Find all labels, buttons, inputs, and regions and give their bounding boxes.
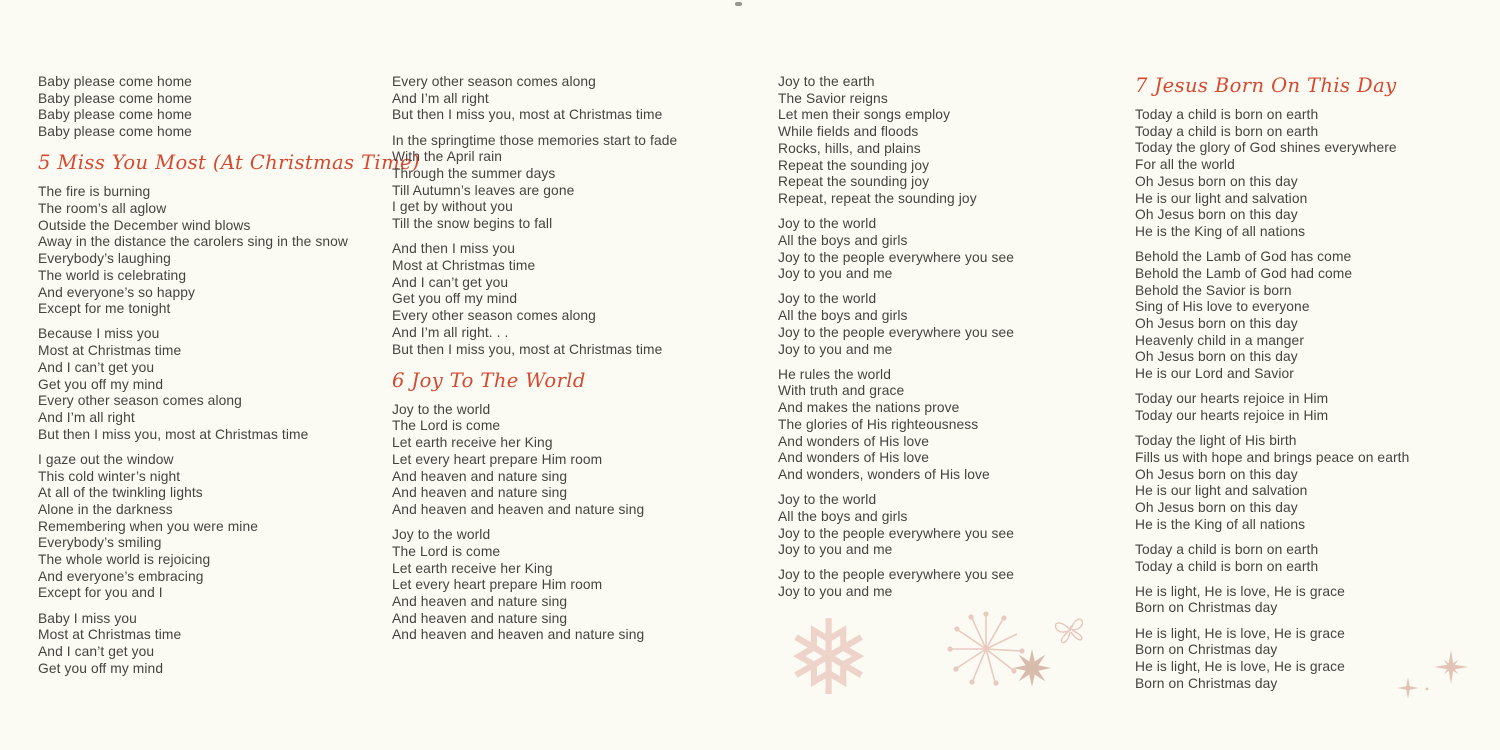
lyrics-column-4	[1135, 72, 1465, 701]
lyric-line: Baby please come home	[38, 107, 192, 123]
lyric-line: Sing of His love to everyone	[1135, 299, 1310, 315]
lyric-line: Fills us with hope and brings peace on earth	[1135, 449, 1410, 465]
lyric-line: Let earth receive her King	[392, 435, 553, 451]
stanza	[38, 74, 386, 141]
stanza	[778, 216, 1048, 283]
lyric-line: Joy to the world	[778, 291, 877, 307]
lyric-line: This cold winter’s night	[38, 468, 181, 484]
lyric-line: Outside the December wind blows	[38, 217, 251, 233]
lyric-line: Oh Jesus born on this day	[1135, 499, 1298, 515]
lyric-line: All the boys and girls	[778, 232, 908, 248]
lyric-line: Joy to the people everywhere you see	[778, 525, 1014, 541]
lyric-line: Till the snow begins to fall	[392, 216, 553, 232]
lyric-line: And everyone’s so happy	[38, 284, 195, 300]
lyric-line: And makes the nations prove	[778, 400, 960, 416]
lyric-line: Behold the Lamb of God had come	[1135, 265, 1353, 281]
lyric-line: The Lord is come	[392, 418, 501, 434]
stanza	[778, 567, 1048, 600]
song-title-5: 5 Miss You Most (At Christmas Time)	[38, 151, 420, 175]
lyric-line: And heaven and nature sing	[392, 468, 568, 484]
lyric-line: Repeat the sounding joy	[778, 174, 930, 190]
lyric-line: But then I miss you, most at Christmas time	[392, 107, 663, 123]
lyric-line: Joy to the world	[778, 216, 877, 232]
lyric-line: Get you off my mind	[392, 291, 518, 307]
lyric-line: Repeat, repeat the sounding joy	[778, 190, 977, 206]
stanza	[392, 402, 717, 519]
stanza	[1135, 391, 1465, 424]
lyric-line: Let earth receive her King	[392, 560, 553, 576]
lyric-line: He is the King of all nations	[1135, 223, 1306, 239]
lyric-line: And I’m all right	[38, 409, 135, 425]
lyric-line: For all the world	[1135, 157, 1235, 173]
lyric-line: And then I miss you	[392, 241, 516, 257]
lyric-line: Born on Christmas day	[1135, 642, 1278, 658]
stanza	[38, 184, 386, 318]
lyric-line: The world is celebrating	[38, 267, 187, 283]
stanza	[38, 326, 386, 443]
stanza	[1135, 107, 1465, 241]
lyric-line: The Lord is come	[392, 543, 501, 559]
lyric-line: And heaven and nature sing	[392, 485, 568, 501]
lyric-line: He is our light and salvation	[1135, 190, 1308, 206]
lyric-line: Oh Jesus born on this day	[1135, 315, 1298, 331]
sparkle-star-icon	[1434, 650, 1468, 689]
lyric-line: Let men their songs employ	[778, 107, 951, 123]
lyric-line: He is the King of all nations	[1135, 516, 1306, 532]
lyric-line: Joy to you and me	[778, 341, 893, 357]
lyric-line: All the boys and girls	[778, 308, 908, 324]
lyric-line: Everybody’s laughing	[38, 251, 171, 267]
lyric-line: Joy to the people everywhere you see	[778, 324, 1014, 340]
lyric-line: All the boys and girls	[778, 508, 908, 524]
lyric-line: And I can’t get you	[392, 274, 509, 290]
lyric-line: Joy to you and me	[778, 542, 893, 558]
lyric-line: Every other season comes along	[392, 74, 596, 89]
lyric-line: Today a child is born on earth	[1135, 558, 1319, 574]
lyric-line: And I can’t get you	[38, 359, 155, 375]
lyric-line: Born on Christmas day	[1135, 675, 1278, 691]
lyric-line: Oh Jesus born on this day	[1135, 349, 1298, 365]
lyric-line: And I’m all right	[392, 90, 489, 106]
song-title-7: 7 Jesus Born On This Day	[1135, 74, 1397, 97]
lyric-line: Today a child is born on earth	[1135, 123, 1319, 139]
lyric-line: Through the summer days	[392, 166, 556, 182]
lyric-line: Joy to you and me	[778, 584, 893, 600]
stanza	[778, 291, 1048, 358]
lyric-line: And everyone’s embracing	[38, 568, 204, 584]
lyric-line: He is light, He is love, He is grace	[1135, 659, 1345, 675]
lyric-line: He is light, He is love, He is grace	[1135, 583, 1345, 599]
lyric-line: Alone in the darkness	[38, 501, 173, 517]
lyric-line: Except for me tonight	[38, 301, 171, 317]
eight-point-star-icon	[1013, 649, 1051, 692]
lyric-line: And heaven and heaven and nature sing	[392, 627, 645, 643]
lyric-line: Till Autumn’s leaves are gone	[392, 182, 575, 198]
lyric-line: In the springtime those memories start to fade	[392, 132, 678, 148]
lyric-line: Away in the distance the carolers sing in the snow	[38, 234, 348, 250]
lyric-line: He is our light and salvation	[1135, 483, 1308, 499]
lyric-line: Joy to the world	[392, 527, 491, 543]
lyric-line: And heaven and heaven and nature sing	[392, 501, 645, 517]
stanza	[392, 241, 717, 358]
lyric-line: And heaven and nature sing	[392, 593, 568, 609]
small-sparkle-icon	[1396, 676, 1432, 707]
lyric-line: Today the glory of God shines everywhere	[1135, 140, 1397, 156]
lyric-line: Oh Jesus born on this day	[1135, 207, 1298, 223]
lyric-line: The Savior reigns	[778, 90, 888, 106]
lyric-line: Most at Christmas time	[392, 258, 536, 274]
lyric-line: I gaze out the window	[38, 451, 174, 467]
lyric-line: Every other season comes along	[392, 308, 596, 324]
lyric-line: Today our hearts rejoice in Him	[1135, 407, 1329, 423]
lyric-line: Let every heart prepare Him room	[392, 451, 603, 467]
lyric-line: Today the light of His birth	[1135, 433, 1297, 449]
stanza	[778, 74, 1048, 208]
stanza	[1135, 249, 1465, 383]
lyric-line: The fire is burning	[38, 184, 151, 200]
lyric-line: Repeat the sounding joy	[778, 157, 930, 173]
lyric-line: Let every heart prepare Him room	[392, 577, 603, 593]
lyric-line: The glories of His righteousness	[778, 416, 979, 432]
lyric-line: And I’m all right. . .	[392, 324, 509, 340]
lyric-line: Every other season comes along	[38, 393, 242, 409]
song-title-6: 6 Joy To The World	[392, 368, 586, 392]
lyric-line: Because I miss you	[38, 326, 160, 342]
lyric-line: Today a child is born on earth	[1135, 107, 1319, 122]
lyrics-column-1	[38, 74, 420, 686]
lyric-line: Behold the Lamb of God has come	[1135, 249, 1352, 265]
lyric-line: Joy to the people everywhere you see	[778, 249, 1014, 265]
stanza	[1135, 433, 1465, 533]
lyric-line: He is light, He is love, He is grace	[1135, 625, 1345, 641]
stanza	[392, 527, 717, 644]
lyric-line: Oh Jesus born on this day	[1135, 173, 1298, 189]
lyric-line: Joy to the world	[778, 492, 877, 508]
lyric-line: Joy to the people everywhere you see	[778, 567, 1014, 583]
lyric-line: The room’s all aglow	[38, 201, 167, 217]
stanza	[778, 492, 1048, 559]
lyric-line: With the April rain	[392, 149, 503, 165]
lyric-line: Everybody’s smiling	[38, 535, 162, 551]
lyric-line: I get by without you	[392, 199, 513, 215]
lyric-line: Remembering when you were mine	[38, 518, 259, 534]
lyric-line: Baby please come home	[38, 124, 192, 140]
stanza	[38, 452, 386, 602]
stanza	[1135, 542, 1465, 575]
lyric-line: And heaven and nature sing	[392, 610, 568, 626]
lyric-line: Most at Christmas time	[38, 627, 182, 643]
lyric-line: Except for you and I	[38, 585, 163, 601]
lyric-line: He is our Lord and Savior	[1135, 366, 1294, 382]
lyric-line: But then I miss you, most at Christmas time	[392, 341, 663, 357]
stanza	[38, 611, 386, 678]
lyric-line: Get you off my mind	[38, 376, 164, 392]
lyric-line: Today our hearts rejoice in Him	[1135, 391, 1329, 407]
lyric-line: Rocks, hills, and plains	[778, 140, 921, 156]
lyric-line: Baby please come home	[38, 74, 192, 89]
lyric-line: Baby I miss you	[38, 610, 137, 626]
lyrics-column-3	[778, 74, 1048, 609]
lyric-line: But then I miss you, most at Christmas time	[38, 426, 309, 442]
lyric-line: Most at Christmas time	[38, 343, 182, 359]
butterfly-icon	[1050, 610, 1093, 654]
lyric-line: Joy to the world	[392, 401, 491, 417]
lyric-line: Joy to you and me	[778, 266, 893, 282]
lyric-line: And wonders, wonders of His love	[778, 466, 990, 482]
scan-speck	[735, 2, 742, 6]
lyric-line: Joy to the earth	[778, 74, 875, 89]
lyric-line: And wonders of His love	[778, 450, 930, 466]
lyric-line: Oh Jesus born on this day	[1135, 466, 1298, 482]
lyric-line: And wonders of His love	[778, 433, 930, 449]
lyric-line: Heavenly child in a manger	[1135, 332, 1305, 348]
stanza	[1135, 584, 1465, 617]
lyric-line: Born on Christmas day	[1135, 600, 1278, 616]
lyric-line: The whole world is rejoicing	[38, 552, 211, 568]
lyric-line: Today a child is born on earth	[1135, 541, 1319, 557]
lyric-line: While fields and floods	[778, 124, 919, 140]
lyric-line: Get you off my mind	[38, 660, 164, 676]
stanza	[392, 133, 717, 233]
lyric-line: With truth and grace	[778, 383, 905, 399]
lyrics-column-2	[392, 74, 717, 653]
lyric-line: Baby please come home	[38, 90, 192, 106]
lyric-line: He rules the world	[778, 366, 891, 382]
lyric-line: Behold the Savior is born	[1135, 282, 1292, 298]
large-snowflake-icon: ❅	[785, 597, 873, 719]
lyric-line: At all of the twinkling lights	[38, 485, 203, 501]
stanza	[778, 367, 1048, 484]
lyric-line: And I can’t get you	[38, 644, 155, 660]
stanza	[392, 74, 717, 124]
